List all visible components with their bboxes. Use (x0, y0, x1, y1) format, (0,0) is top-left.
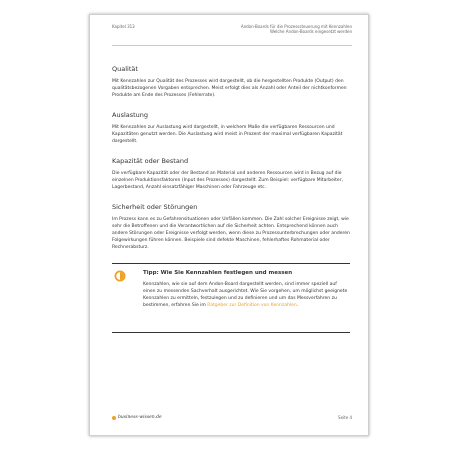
section-heading: Sicherheit oder Störungen (112, 203, 198, 211)
section-text: Im Prozess kann es zu Gefahrensituationen oder Unfällen kommen. Die Zahl solcher Ereignisse zeigt, wie sehr die Betroffenen und die Verantwortlichen auf die Sicherheit achten. Entsprechend können auch andere Störungen oder Ereignisse verfolgt werden, wenn diese zu Prozessunterbrechungen oder anderen Folgewirkungen führen können. Beispiele sind defekte Maschinen, fehlerhaftes Rohmaterial oder Rechnerabsturz. (112, 217, 350, 250)
header-chapter: Kapitel 313 (112, 24, 135, 29)
section-text: Die verfügbare Kapazität oder der Bestand an Material und anderen Ressourcen wird in Bezug auf die einzelnen Produktionsfaktoren (Input des Prozesses) dargestellt. Zum Beispiel: verfügbare Mitarbeiter, Lagerbestand, Anzahl einsatzfähiger Maschinen oder Fahrzeuge etc. (112, 171, 343, 190)
tip-title: Tipp: Wie Sie Kennzahlen festlegen und messen (143, 270, 293, 276)
section-heading: Auslastung (112, 111, 149, 119)
section-capacity (112, 157, 350, 191)
page-content (112, 65, 350, 333)
tip-body (143, 269, 350, 309)
footer-brand (112, 415, 162, 420)
section-utilization (112, 111, 350, 145)
header-title-line-1: Andon-Boards für die Prozesssteuerung mit Kennzahlen (240, 24, 352, 29)
header-title (241, 24, 352, 34)
tip-link[interactable]: Ratgeber zur Definition von Kennzahlen (207, 303, 297, 308)
page-header (112, 23, 352, 46)
page-footer (112, 415, 352, 425)
header-title-line-2: Welche Andon-Boards eingesetzt werden (270, 29, 352, 34)
tip-lightbulb-icon (114, 270, 126, 282)
tip-box (112, 263, 350, 333)
section-safety (112, 203, 350, 251)
section-text: Mit Kennzahlen zur Qualität des Prozesses wird dargestellt, ob die hergestellten Produkte (Output) den qualitätsbezogenen Vorgaben entsprechen. Meist erfolgt dies als Anzahl oder Anteil der nichtkonformen Produkte am Ende des Prozesses (Fehlerrate). (112, 79, 347, 98)
tip-text (143, 281, 350, 309)
page-number: Seite 4 (338, 415, 352, 420)
document-page (89, 14, 369, 436)
tip-text-end: . (296, 303, 299, 308)
section-heading: Qualität (112, 65, 138, 73)
section-heading: Kapazität oder Bestand (112, 157, 189, 165)
footer-brand-text: business-wissen.de (118, 415, 162, 420)
brand-dot-icon (112, 416, 116, 420)
section-quality (112, 65, 350, 99)
section-text: Mit Kennzahlen zur Auslastung wird dargestellt, in welchem Maße die verfügbaren Ressourcen und Kapazitäten genutzt werden. Die Auslastung wird meist in Prozent der maximal verfügbaren Kapazität dargestellt. (112, 125, 343, 144)
tip-text-start: Kennzahlen, wie sie auf dem Andon-Board dargestellt werden, sind immer speziell auf einen zu messenden Sachverhalt ausgerichtet. Wie Sie vorgehen, um möglichst geeignete Kennzahlen zu ermitteln, festzulegen und zu definieren und um das Messverfahren zu bestimmen, erfahren Sie im (143, 282, 348, 308)
